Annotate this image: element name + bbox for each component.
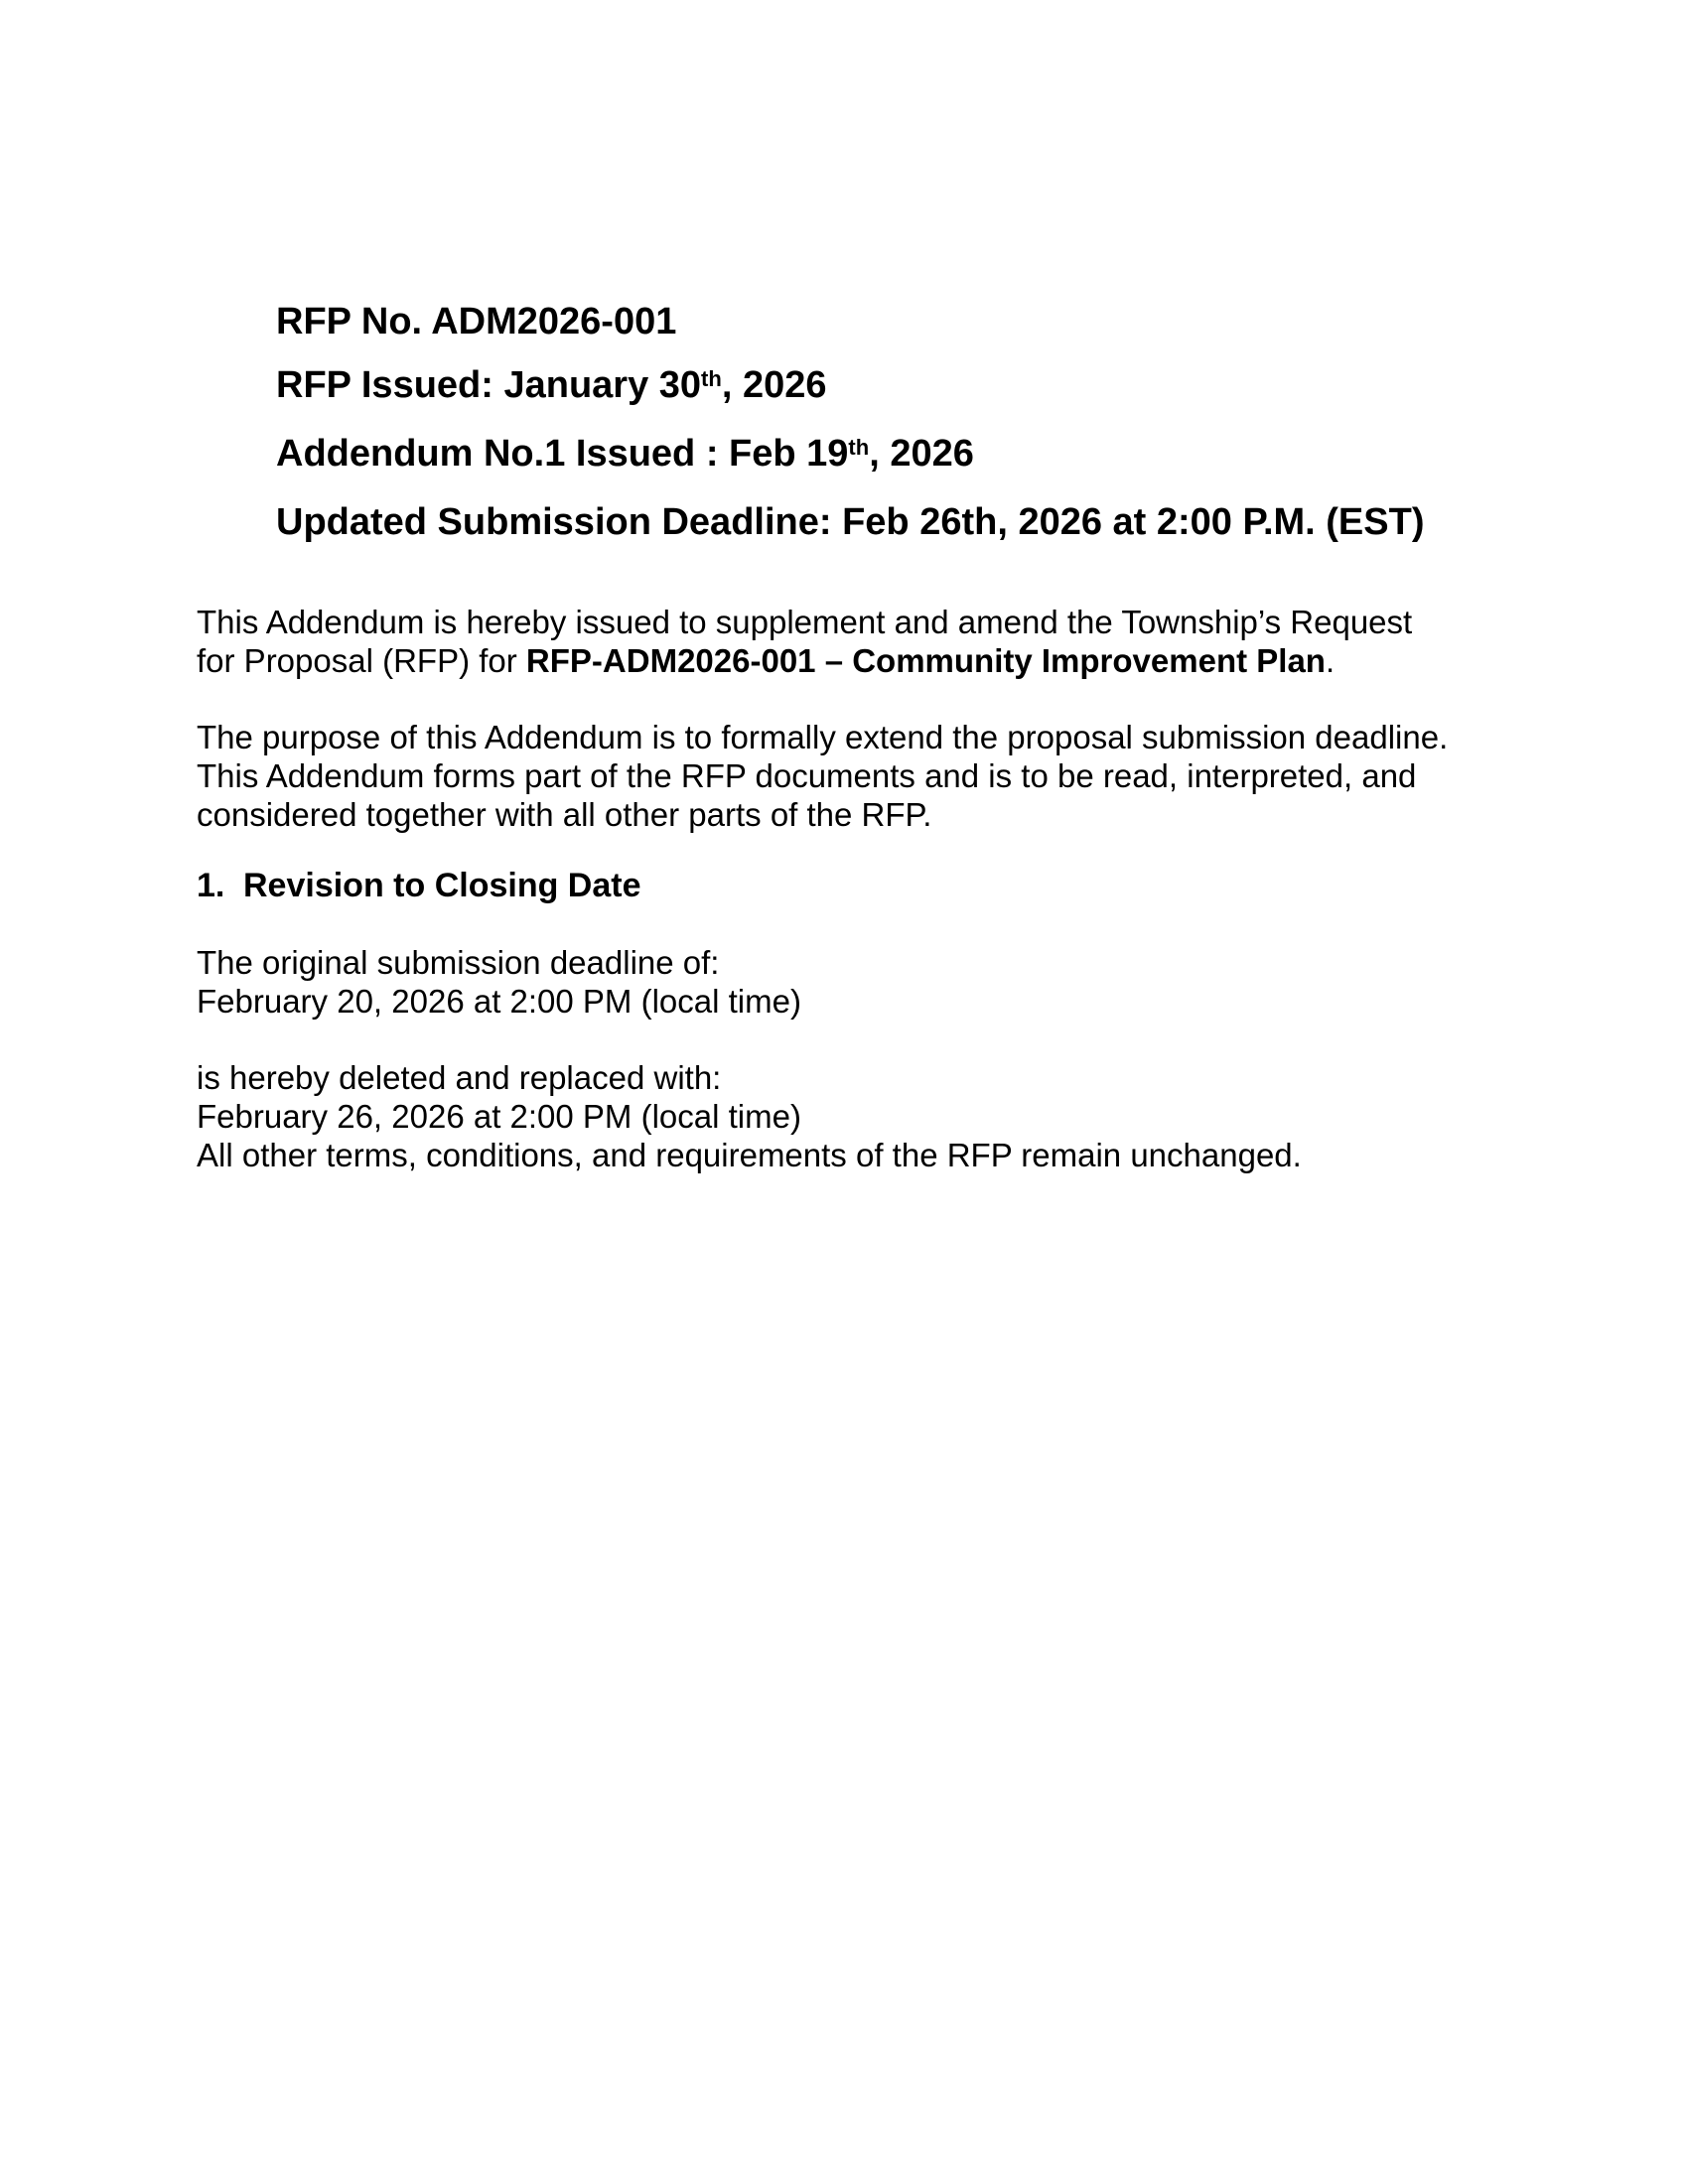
intro-line-1 [197,603,1412,641]
purpose-line-3 [197,795,1448,834]
replacement-deadline-label-text: is hereby deleted and replaced with: [197,1059,722,1096]
updated-deadline-text: Updated Submission Deadline: Feb 26th, 2026 at 2:00 P.M. (EST) [276,501,1425,543]
replacement-deadline-label [197,1058,1302,1097]
original-deadline-date-text: February 20, 2026 at 2:00 PM (local time) [197,983,801,1020]
rfp-number-heading [276,299,1424,344]
addendum-issued-heading [276,431,1424,481]
intro-line-2-period: . [1325,642,1336,679]
purpose-line-2-text: This Addendum forms part of the RFP documents and is to be read, interpreted, and [197,757,1417,794]
rfp-issued-heading [276,362,1424,413]
purpose-line-1 [197,718,1448,756]
original-deadline-label [197,943,801,982]
closing-note [197,1136,1302,1174]
rfp-title-bold-text: RFP-ADM2026-001 – Community Improvement Plan [525,642,1326,679]
original-deadline-label-text: The original submission deadline of: [197,944,720,981]
original-deadline-block [197,943,801,1021]
section-1-title: Revision to Closing Date [243,867,641,904]
replacement-deadline-block [197,1058,1302,1174]
purpose-line-2 [197,756,1448,795]
intro-line-1-text: This Addendum is hereby issued to supplement and amend the Township’s Request [197,604,1413,640]
closing-note-text: All other terms, conditions, and requirements of the RFP remain unchanged. [197,1137,1302,1173]
rfp-number-text: RFP No. ADM2026-001 [276,301,677,342]
replacement-deadline-date [197,1097,1302,1136]
original-deadline-date [197,982,801,1021]
updated-deadline-heading [276,499,1424,545]
intro-paragraph [197,603,1412,680]
rfp-issued-text: RFP Issued: January 30 [276,364,702,406]
header-block [276,299,1424,563]
purpose-line-1-text: The purpose of this Addendum is to formally extend the proposal submission deadline. [197,719,1449,755]
addendum-issued-text: Addendum No.1 Issued : Feb 19 [276,433,849,475]
rfp-issued-year: , 2026 [721,364,827,406]
section-1-number: 1. [197,867,225,904]
section-1-heading [197,865,641,906]
purpose-paragraph [197,718,1448,834]
replacement-deadline-date-text: February 26, 2026 at 2:00 PM (local time) [197,1098,801,1135]
addendum-issued-year: , 2026 [869,433,974,475]
rfp-issued-ordinal-superscript: th [701,366,722,392]
addendum-issued-ordinal-superscript: th [848,435,870,461]
intro-line-2-text: for Proposal (RFP) for [197,642,526,679]
purpose-line-3-text: considered together with all other parts of the RFP. [197,796,932,833]
intro-line-2 [197,641,1412,680]
